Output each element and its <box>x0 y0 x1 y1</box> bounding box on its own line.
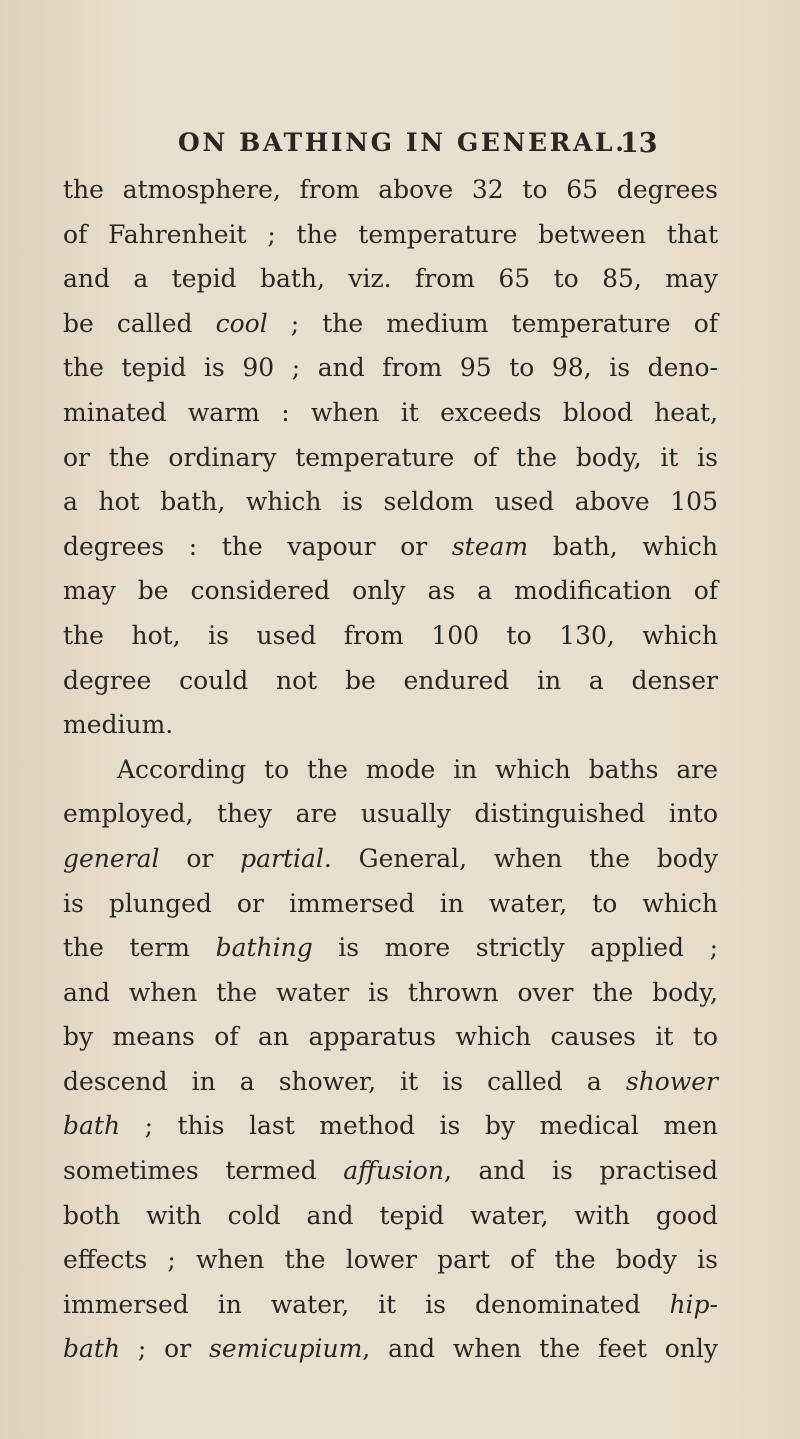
text-line: degrees : the vapour or steam bath, which <box>63 531 718 561</box>
running-head-title: ON BATHING IN GENERAL. <box>178 128 627 157</box>
italic-term: general <box>63 843 160 873</box>
text-line: may be considered only as a modification of <box>63 576 718 606</box>
text-line: by means of an apparatus which causes it to <box>63 1022 718 1052</box>
italic-term: semicupium <box>209 1334 363 1364</box>
text-line: effects ; when the lower part of the body is <box>63 1245 718 1275</box>
text-line: bath ; or semicupium, and when the feet only <box>63 1334 718 1364</box>
italic-term: cool <box>215 308 268 338</box>
italic-term: bathing <box>215 933 313 963</box>
text-line: the atmosphere, from above 32 to 65 degrees <box>63 175 718 204</box>
text-line: be called cool ; the medium temperature of <box>63 308 718 338</box>
text-line-paragraph-start: According to the mode in which baths are <box>117 754 718 784</box>
italic-term: bath <box>63 1111 121 1141</box>
text-line: minated warm : when it exceeds blood heat, <box>63 397 718 427</box>
text-line: and when the water is thrown over the body, <box>63 977 718 1007</box>
text-line: the tepid is 90 ; and from 95 to 98, is deno- <box>63 353 718 383</box>
running-head <box>0 128 800 168</box>
text-line: or the ordinary temperature of the body, it is <box>63 442 718 472</box>
text-line: both with cold and tepid water, with good <box>63 1200 718 1230</box>
text-line: the hot, is used from 100 to 130, which <box>63 620 718 650</box>
text-line: a hot bath, which is seldom used above 105 <box>63 487 718 517</box>
body-text <box>63 168 718 1372</box>
text-line-paragraph-end: medium. <box>63 710 174 740</box>
italic-term: hip- <box>669 1289 718 1319</box>
text-line: of Fahrenheit ; the temperature between that <box>63 219 718 249</box>
text-line: descend in a shower, it is called a shower <box>63 1066 718 1096</box>
text-line: bath ; this last method is by medical men <box>63 1111 718 1141</box>
text-line: sometimes termed affusion, and is practised <box>63 1156 719 1186</box>
text-line: general or partial. General, when the body <box>63 843 718 873</box>
italic-term: steam <box>451 531 529 561</box>
page-number: 13 <box>620 128 658 159</box>
italic-term: partial. <box>240 843 332 873</box>
text-line: immersed in water, it is denominated hip- <box>63 1289 718 1319</box>
text-line: and a tepid bath, viz. from 65 to 85, may <box>63 264 718 294</box>
italic-term: affusion <box>343 1156 444 1186</box>
text-line: is plunged or immersed in water, to which <box>63 888 718 918</box>
text-line: degree could not be endured in a denser <box>63 665 718 695</box>
text-line: the term bathing is more strictly applied ; <box>63 933 718 963</box>
text-line: employed, they are usually distinguished into <box>63 799 718 829</box>
italic-term: shower <box>625 1066 718 1096</box>
italic-term: bath <box>63 1334 121 1364</box>
